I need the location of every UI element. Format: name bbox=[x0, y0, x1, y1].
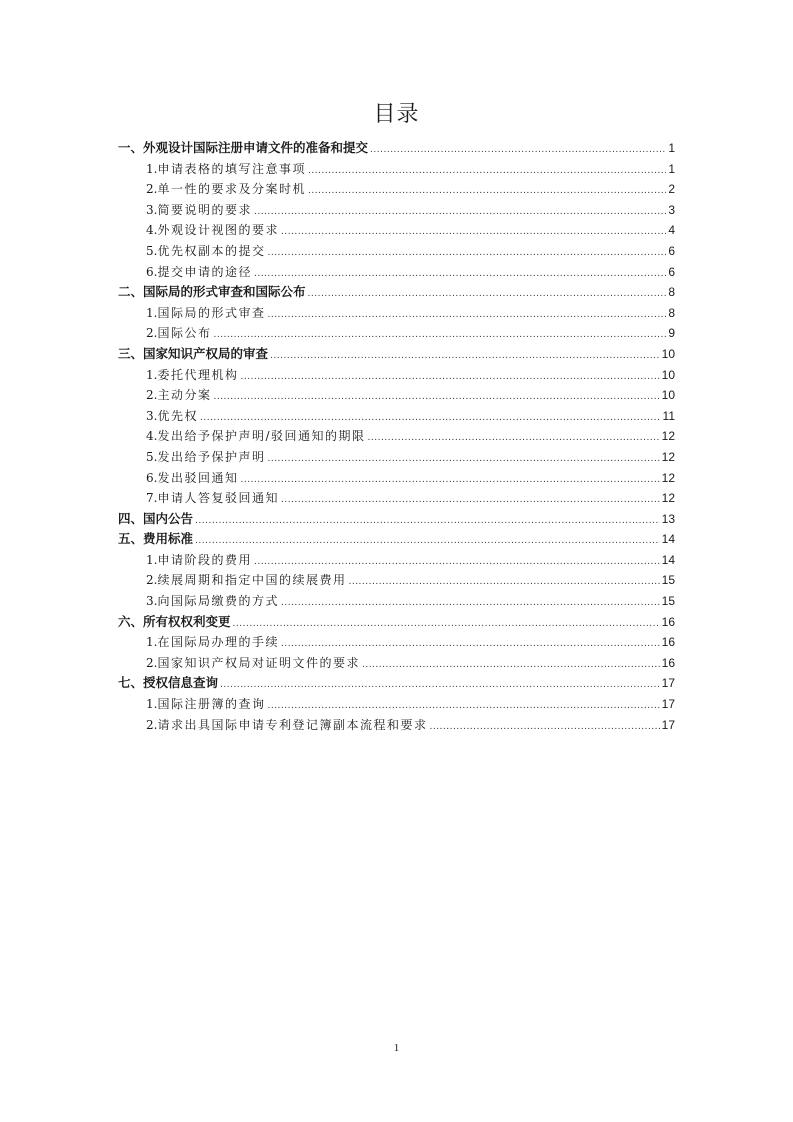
toc-section-entry[interactable] bbox=[118, 426, 675, 447]
toc-section-entry[interactable] bbox=[118, 468, 675, 489]
toc-section-entry[interactable] bbox=[118, 653, 675, 674]
toc-entry-number: 1. bbox=[146, 552, 158, 567]
toc-section-entry[interactable] bbox=[118, 550, 675, 571]
toc-entry-number: 二、 bbox=[118, 284, 144, 300]
toc-entry-page-number: 16 bbox=[661, 655, 675, 670]
toc-section-entry[interactable] bbox=[118, 385, 675, 406]
toc-dot-leader bbox=[254, 552, 660, 573]
toc-entry-label: 国家知识产权局的审查 bbox=[143, 345, 269, 361]
toc-chapter-entry[interactable] bbox=[118, 529, 675, 550]
toc-entry-number: 一、 bbox=[118, 140, 144, 155]
toc-entry-page-number: 4 bbox=[668, 223, 675, 238]
toc-dot-leader bbox=[281, 593, 660, 614]
toc-chapter-entry[interactable] bbox=[118, 138, 675, 159]
toc-entry-number: 2. bbox=[146, 182, 158, 197]
toc-dot-leader bbox=[281, 222, 666, 243]
toc-entry-label: 申请人答复驳回通知 bbox=[157, 491, 279, 506]
toc-dot-leader bbox=[362, 655, 660, 676]
toc-entry-number: 6. bbox=[146, 470, 158, 485]
toc-entry-label: 向国际局缴费的方式 bbox=[157, 594, 279, 609]
toc-dot-leader bbox=[370, 140, 666, 161]
toc-entry-page-number: 1 bbox=[668, 161, 675, 176]
toc-dot-leader bbox=[213, 387, 659, 408]
toc-entry-number: 1. bbox=[146, 367, 158, 382]
toc-dot-leader bbox=[240, 470, 659, 491]
toc-entry-number: 1. bbox=[146, 161, 158, 176]
toc-entry-label: 发出给予保护声明/驳回通知的期限 bbox=[157, 429, 366, 444]
toc-dot-leader bbox=[220, 675, 660, 696]
toc-entry-number: 5. bbox=[146, 243, 158, 258]
toc-entry-number: 1. bbox=[146, 635, 158, 650]
toc-chapter-entry[interactable] bbox=[118, 673, 675, 694]
toc-entry-number: 2. bbox=[146, 388, 158, 403]
toc-entry-label: 单一性的要求及分案时机 bbox=[157, 182, 306, 197]
toc-entry-page-number: 12 bbox=[661, 491, 675, 506]
toc-entry-page-number: 10 bbox=[661, 367, 675, 382]
toc-section-entry[interactable] bbox=[118, 303, 675, 324]
toc-entry-label: 国际局的形式审查 bbox=[157, 305, 266, 320]
toc-section-entry[interactable] bbox=[118, 591, 675, 612]
toc-entry-page-number: 12 bbox=[661, 429, 675, 444]
toc-entry-number: 五、 bbox=[118, 531, 144, 547]
toc-entry-number: 2. bbox=[146, 717, 158, 732]
toc-entry-label: 申请阶段的费用 bbox=[157, 552, 252, 567]
toc-entry-page-number: 3 bbox=[668, 202, 675, 217]
toc-entry-page-number: 14 bbox=[661, 532, 675, 547]
toc-entry-page-number: 2 bbox=[668, 182, 675, 197]
toc-entry-page-number: 6 bbox=[668, 243, 675, 258]
toc-entry-number: 3. bbox=[146, 408, 158, 423]
toc-dot-leader bbox=[195, 511, 660, 532]
toc-entry-label: 提交申请的途径 bbox=[157, 264, 252, 279]
toc-entry-number: 7. bbox=[146, 491, 158, 506]
toc-entry-page-number: 1 bbox=[668, 141, 675, 155]
toc-entry-page-number: 17 bbox=[661, 717, 675, 732]
page-title: 目录 bbox=[373, 102, 420, 127]
toc-entry-label: 在国际局办理的手续 bbox=[157, 635, 279, 650]
toc-entry-number: 4. bbox=[146, 223, 158, 238]
toc-entry-label: 外观设计国际注册申请文件的准备和提交 bbox=[143, 140, 369, 155]
toc-dot-leader bbox=[270, 346, 660, 367]
toc-chapter-entry[interactable] bbox=[118, 282, 675, 303]
toc-dot-leader bbox=[267, 243, 666, 264]
toc-entry-label: 费用标准 bbox=[143, 531, 194, 547]
toc-dot-leader bbox=[195, 531, 660, 552]
toc-entry-label: 授权信息查询 bbox=[143, 675, 219, 691]
toc-chapter-entry[interactable] bbox=[118, 344, 675, 365]
toc-entry-number: 6. bbox=[146, 264, 158, 279]
toc-entry-label: 国际注册簿的查询 bbox=[157, 697, 266, 712]
toc-dot-leader bbox=[267, 696, 659, 717]
toc-entry-number: 5. bbox=[146, 449, 158, 464]
toc-dot-leader bbox=[254, 202, 666, 223]
toc-chapter-entry[interactable] bbox=[118, 612, 675, 633]
toc-entry-label: 国际公布 bbox=[157, 326, 212, 341]
toc-entry-number: 2. bbox=[146, 326, 158, 341]
toc-entry-label: 优先权副本的提交 bbox=[157, 243, 266, 258]
toc-dot-leader bbox=[308, 161, 666, 182]
toc-section-entry[interactable] bbox=[118, 632, 675, 653]
toc-entry-label: 发出给予保护声明 bbox=[157, 449, 266, 464]
toc-entry-page-number: 16 bbox=[661, 635, 675, 650]
toc-chapter-entry[interactable] bbox=[118, 509, 675, 530]
toc-dot-leader bbox=[267, 449, 659, 470]
toc-entry-page-number: 11 bbox=[662, 408, 675, 423]
toc-entry-number: 四、 bbox=[118, 510, 144, 526]
table-of-contents bbox=[118, 138, 675, 735]
toc-entry-label: 国际局的形式审查和国际公布 bbox=[143, 284, 306, 300]
toc-section-entry[interactable] bbox=[118, 262, 675, 283]
toc-entry-page-number: 9 bbox=[668, 326, 675, 341]
toc-entry-label: 所有权权利变更 bbox=[143, 613, 231, 629]
toc-entry-page-number: 6 bbox=[668, 264, 675, 279]
toc-entry-number: 1. bbox=[146, 697, 158, 712]
toc-section-entry[interactable] bbox=[118, 241, 675, 262]
toc-entry-page-number: 17 bbox=[661, 697, 675, 712]
toc-dot-leader bbox=[281, 490, 660, 511]
toc-entry-page-number: 8 bbox=[668, 285, 675, 300]
toc-entry-page-number: 15 bbox=[661, 594, 675, 609]
toc-section-entry[interactable] bbox=[118, 365, 675, 386]
toc-section-entry[interactable] bbox=[118, 406, 675, 427]
toc-entry-label: 外观设计视图的要求 bbox=[157, 223, 279, 238]
toc-section-entry[interactable] bbox=[118, 715, 675, 736]
toc-section-entry[interactable] bbox=[118, 179, 675, 200]
toc-entry-number: 4. bbox=[146, 429, 158, 444]
toc-entry-label: 优先权 bbox=[157, 408, 198, 423]
toc-section-entry[interactable] bbox=[118, 488, 675, 509]
toc-dot-leader bbox=[308, 284, 667, 305]
toc-entry-page-number: 17 bbox=[661, 676, 675, 691]
toc-dot-leader bbox=[348, 572, 659, 593]
toc-dot-leader bbox=[254, 264, 666, 285]
toc-section-entry[interactable] bbox=[118, 323, 675, 344]
toc-dot-leader bbox=[308, 181, 666, 202]
toc-entry-number: 3. bbox=[146, 594, 158, 609]
toc-entry-page-number: 10 bbox=[661, 346, 675, 361]
toc-dot-leader bbox=[240, 367, 659, 388]
toc-entry-page-number: 15 bbox=[661, 573, 675, 588]
toc-dot-leader bbox=[233, 614, 660, 635]
toc-entry-label: 发出驳回通知 bbox=[157, 470, 239, 485]
toc-section-entry[interactable] bbox=[118, 159, 675, 180]
toc-entry-number: 1. bbox=[146, 305, 158, 320]
toc-entry-page-number: 16 bbox=[661, 614, 675, 629]
toc-section-entry[interactable] bbox=[118, 220, 675, 241]
toc-entry-label: 申请表格的填写注意事项 bbox=[157, 161, 306, 176]
toc-section-entry[interactable] bbox=[118, 200, 675, 221]
toc-dot-leader bbox=[267, 305, 666, 326]
toc-entry-number: 七、 bbox=[118, 675, 144, 691]
toc-entry-label: 简要说明的要求 bbox=[157, 202, 252, 217]
toc-entry-label: 续展周期和指定中国的续展费用 bbox=[157, 573, 347, 588]
toc-entry-page-number: 8 bbox=[668, 305, 675, 320]
toc-section-entry[interactable] bbox=[118, 447, 675, 468]
toc-dot-leader bbox=[200, 408, 661, 429]
toc-entry-page-number: 12 bbox=[661, 449, 675, 464]
footer-page-number: 1 bbox=[393, 1042, 400, 1054]
toc-dot-leader bbox=[213, 325, 666, 346]
toc-entry-number: 3. bbox=[146, 202, 158, 217]
toc-entry-number: 三、 bbox=[118, 345, 144, 361]
toc-section-entry[interactable] bbox=[118, 570, 675, 591]
toc-entry-page-number: 13 bbox=[661, 511, 675, 526]
toc-entry-page-number: 12 bbox=[661, 470, 675, 485]
toc-entry-number: 2. bbox=[146, 655, 158, 670]
toc-entry-number: 2. bbox=[146, 573, 158, 588]
toc-entry-label: 委托代理机构 bbox=[157, 367, 239, 382]
toc-entry-label: 国家知识产权局对证明文件的要求 bbox=[157, 655, 360, 670]
toc-entry-label: 请求出具国际申请专利登记簿副本流程和要求 bbox=[157, 717, 428, 732]
toc-section-entry[interactable] bbox=[118, 694, 675, 715]
toc-entry-label: 国内公告 bbox=[143, 510, 194, 526]
toc-dot-leader bbox=[429, 717, 659, 738]
toc-entry-number: 六、 bbox=[118, 613, 144, 629]
toc-entry-page-number: 14 bbox=[661, 552, 675, 567]
toc-entry-label: 主动分案 bbox=[157, 388, 212, 403]
toc-dot-leader bbox=[368, 428, 660, 449]
toc-entry-page-number: 10 bbox=[661, 388, 675, 403]
toc-dot-leader bbox=[281, 634, 660, 655]
